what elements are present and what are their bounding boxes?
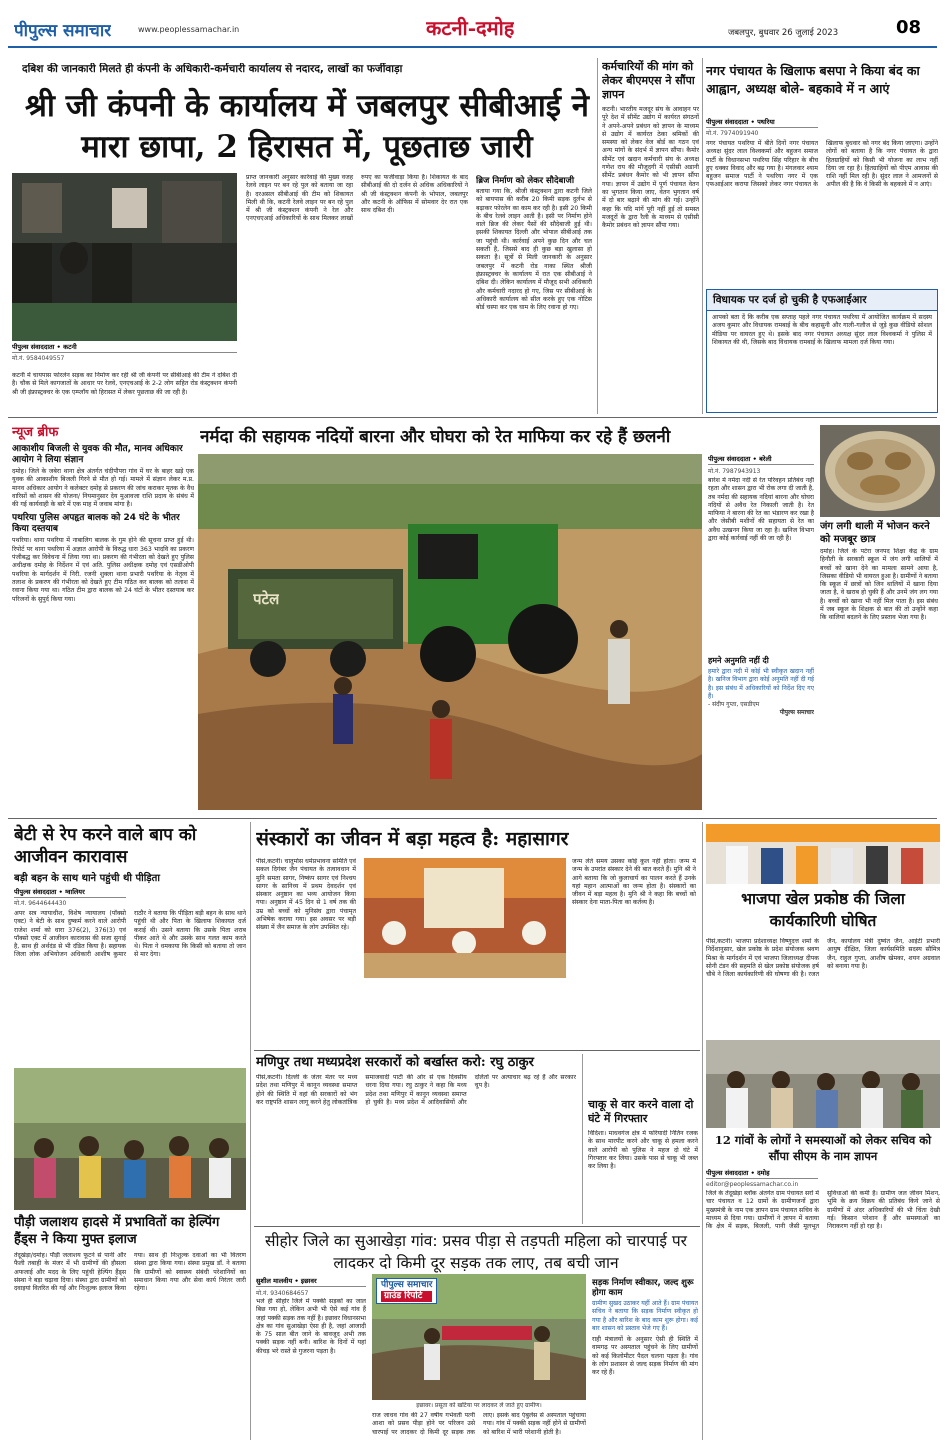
office-raid-image (12, 173, 237, 341)
knife-headline: चाकू से वार करने वाला दो घंटे में गिरफ्तार (588, 1098, 694, 1125)
brief-headline-2: पथरिया पुलिस अपहृत बालक को 24 घंटे के भीतर किया दस्तयाब (12, 513, 180, 535)
stamp-label: ग्राउंड रिपोर्ट (381, 1291, 432, 1302)
thali-headline: जंग लगी थाली में भोजन करने को मजबूर छात्र (820, 521, 930, 545)
sehore-text-3: राही मंत्रालयों के अनुसार ऐसी ही स्थिति में वामगढ़ पर अस्पताल पहुंचने के लिए ग्रामीणों को कई किलोमीटर पैदल चलना पड़ता है। गांव के लोग प्रशासन से जल्द सड़क निर्माण की मांग कर रहे हैं। (592, 1336, 698, 1377)
bsp-byline: पीपुल्स संवाददाता • पथरिया (706, 118, 818, 128)
masthead-rule (8, 46, 937, 48)
lead-photo-caption (12, 343, 237, 365)
health-camp-image (14, 1068, 246, 1210)
sand-mining-image (198, 454, 702, 810)
sehore-mobile: मो.नं. 9340684657 (256, 1290, 309, 1297)
secretary-headline: 12 गांवों के लोगों ने समस्याओं को लेकर सचिव को सौंपा सीएम के नाम ज्ञापन (714, 1133, 932, 1163)
manipur-headline: मणिपुर तथा मध्यप्रदेश सरकारों को बर्खास्त करो: रघु ठाकुर (256, 1055, 534, 1070)
jain-ceremony-image (364, 858, 566, 978)
rule (250, 822, 251, 1440)
lead-col-3 (476, 174, 592, 412)
sehore-text-1: भले ही सीहोर जिले में पक्की सड़कों का जाल बिछ गया हो, लेकिन अभी भी ऐसे कई गांव हैं जहां पक्की सड़क तक नहीं है। इछावर विधानसभा क्षेत्र का गांव सुआखेड़ा ऐसा ही है, जहां आजादी के 75 साल बीत जाने के बावजूद अभी तक पक्की सड़क नहीं बनी। बारिश के दिनों में यहां कीचड़ भरे रास्ते से गुजरना पड़ता है। (256, 1298, 366, 1355)
sehore-text-2: राज जाधव गांव की 27 वर्षीय गर्भवती पत्नी आशा को प्रसव पीड़ा होने पर परिजन उसे चारपाई पर लादकर दो किमी दूर सड़क तक लाए। इसके बाद एंबुलेंस से अस्पताल पहुंचाया गया। गांव में पक्की सड़क नहीं होने से ग्रामीणों को बारिश में भारी परेशानी होती है। (372, 1412, 586, 1436)
rule (8, 417, 937, 418)
sand-story (708, 454, 814, 814)
ground-report-stamp (376, 1278, 437, 1304)
sehore-side-head: सड़क निर्माण स्वीकार, जल्द शुरू होगा काम (592, 1278, 694, 1298)
sanskar-text-2: जन्म लेते समय उसका कोई कुल नहीं होता। जन्म में जन्म के उपरांत संस्कार देने की बात करते हैं। मुनि श्री ने आगे बताया कि जो कुलाचार्य का पालन करते हैं उनके यहां महान आत्माओं का जन्म होता है। संस्कारों का जीवन में बड़ा महत्व है। मुनि श्री ने कहा कि बच्चों को संस्कार देना माता-पिता का कर्तव्य है। (572, 858, 696, 907)
bsp-headline: नगर पंचायत के खिलाफ बसपा ने किया बंद का आह्वान, अध्यक्ष बोले- बहकावे में न आएं (706, 63, 920, 96)
brief-text-1: दमोह। जिले के जबेरा थाना क्षेत्र अंतर्गत चंदीपौपरा गांव में घर के बाहर खड़े एक युवक की आकाशीय बिजली गिरने से मौत हो गई। मामले में संज्ञान लेकर म.प्र. मानव अधिकार आयोग ने कलेक्टर दमोह से प्रकरण की जांच कराकर मृतक के वैध वारिसों को शासन की योजना/ नियमानुसार देय मुआवजा राशि प्रदाय के संबंध में की गई कार्यवाही के बारे में एक माह में जवाब मांगा है। (12, 468, 194, 509)
sanskar-photo (364, 858, 566, 978)
thali-text: दमोह। जिले के पटेरा जनपद शिक्षा केंद्र के ग्राम हिनौती के सरकारी स्कूल में जंग लगी थालियों में बच्चों को खाना देने का मामला सामने आया है, जिसका वीडियो भी वायरल हुआ है। ग्रामीणों ने बताया कि स्कूल में छात्रों को जिन थालियों में खाना दिया जाता है, वे खराब हो चुकी हैं और उनमें जंग लग गया है। बच्चों को खाना भी नहीं मिल पाता है। इस संबंध में जब स्कूल के शिक्षक से बात की तो उन्होंने कहा कि थालियां बदलने के लिए प्रस्ताव भेजा गया है। (820, 548, 938, 622)
sanskar-headline: संस्कारों का जीवन में बड़ा महत्व है: महासागर (256, 828, 569, 850)
trolley-label: पटेल (253, 590, 280, 608)
sand-byline: पीपुल्स संवाददाता • बरेली (708, 454, 814, 465)
secretary-text: जिले के तेंदूखेड़ा ब्लॉक अंतर्गत ग्राम पंचायत सरों में चार पंचायत व 12 ग्रामों के ग्रामीणजनों द्वारा मुख्यमंत्री के नाम एक ज्ञापन ग्राम पंचायत सचिव के माध्यम से दिया गया। ग्रामीणों ने ज्ञापन में बताया कि क्षेत्र में सड़क, बिजली, पानी जैसी मूलभूत सुविधाओं की कमी है। ग्रामीण जल जीवन मिशन, भूमि के क्रय विक्रय की प्रतिबंध किये जाने से ग्रामीणों में अंदर अधिकारियों की भी चिंता देखी गई। किसान परेशान हैं और समस्याओं का निराकरण नहीं हो रहा है। (706, 1190, 940, 1231)
strike-headline: कर्मचारियों की मांग को लेकर बीएमएस ने सौंपा ज्ञापन (602, 60, 695, 101)
bjp-text: पीसं,कटनी। भाजपा प्रदेशाध्यक्ष विष्णुदत्त शर्मा के निर्देशानुसार, खेल प्रकोष्ठ के प्रदेश संयोजक श्रवण मिश्रा के मार्गदर्शन में एवं भाजपा जिलाध्यक्ष दीपक सोनी टंडन की सहमति से खेल प्रकोष्ठ संयोजक हर्ष चौबे ने जिला कार्यकारिणी की घोषणा की है। रजत जैन, कार्यालय मंत्री दुष्यंत जैन, आईटी प्रभारी आयुष दीक्षित, जिला कार्यसमिति सदस्य सौमित्र जैन, राहुल गुप्ता, आशीष खेमका, शयन अग्रवाल को बनाया गया है। (706, 938, 940, 979)
masthead-site: www.peoplessamachar.in (138, 25, 240, 34)
lead-text-2: प्राप्त जानकारी अनुसार कार्रवाई की मुख्य वजह रेलवे लाइन पर बन रहे पुल को बताया जा रहा है। दरअसल सीबीआई की टीम को शिकायत मिली थी कि, कटनी रेलवे लाइन पर बन रहे पुल में श्री जी कंस्ट्रक्शन कंपनी ने रेल और एनएचएआई अधिकारियों के साथ मिलकर लाखों रुपए का फर्जीवाड़ा किया है। शिकायत के बाद सीबीआई की दो दर्जन से अधिक अधिकारियों ने श्री जी कंस्ट्रक्शन कंपनी के भोपाल, जबलपुर और कटनी के ऑफिस में सोमवार देर रात एक साथ दबिश दी। (246, 174, 468, 223)
memorandum-image (706, 1040, 940, 1128)
knife-text: विदिशा। माधवगंज क्षेत्र में फरियादी नितिन रजक के साथ मारपीट करने और चाकू से हमला करने वाले आरोपी को पुलिस ने महज दो घंटे में गिरफ्तार कर लिया। उसके पास से चाकू भी जब्त कर लिया है। (588, 1130, 698, 1171)
stamp-brand: पीपुल्स समाचार (381, 1280, 433, 1290)
strike-text: कटनी। भारतीय मजदूर संघ के आवाहन पर पूरे देश में सीमेंट उद्योग में कार्यरत संगठनों ने अपने-अपने प्रबंधन को ज्ञापन के माध्यम से उद्योग में कार्यरत ठेका श्रमिकों की समस्या को लेकर वेज बोर्ड का गठन एवं अन्य मांगों के संदर्भ में ज्ञापन सौंपा। कैमोर सीमेंट एवं खदान कर्मचारी संघ के अध्यक्ष गणेश राय की मौजूदगी में एसीसी अडानी सीमेंट प्रबंधन कैमोर को भी ज्ञापन सौंपा गया। ज्ञापन में उद्योग में पूर्ण पंचायत वेतन का भुगतान किया जाए, वेतन भुगतान वर्ष में दो बार बढ़ाने की मांग की गई। उन्होंने कहा कि यदि मांगें पूरी नहीं हुई तो समस्त मजदूरों के द्वारा रैली के माध्यम से एसीसी कैमोर प्रबंधन को ज्ञापन सौंपा गया। (602, 106, 699, 230)
secretary-byline-block (706, 1168, 818, 1190)
brief-label: न्यूज ब्रीफ (12, 425, 59, 440)
rule (254, 1226, 700, 1227)
bjp-group-image (706, 824, 940, 884)
bsp-text: नगर पंचायत पथरिया में बीते दिनों नगर पंचायत अध्यक्ष सुंदर लाल विश्वकर्मा और बहुजन समाज पार्टी के विधानसभा पथरिया सिंह परिहार के बीच हुए धक्का विवाद और बढ़ गया है। मंगलवार श्याम बहुजन समाज पार्टी ने पथरिया नगर में एक एफआईआर कराया जिसको लेकर नगर पंचायत के खिलाफ बुधवार को नगर बंद किया जाएगा। उन्होंने लोगों को बताया है कि नगर पंचायत के द्वारा हितग्राहियों को किसी भी योजना का लाभ नहीं दिया जा रहा है। हितग्राहियों को पीएम आवास की राशि नहीं मिल रही है। सुंदर लाल ने आमजनों से अपील की है कि वे किसी के बहकावे में न आएं। (706, 140, 938, 189)
manipur-text: पीसं,कटनी। दिल्ली के जंतर मंतर पर मध्य प्रदेश तथा मणिपुर में कानून व्यवस्था समाप्त होने की स्थिति में वहां की सरकारों को भंग कर राष्ट्रपति शासन लागू करने हेतु लोकतांत्रिक समाजवादी पार्टी की ओर से एक दिवसीय धरना दिया गया। रघु ठाकुर ने कहा कि मध्य प्रदेश तथा मणिपुर में कानून व्यवस्था समाप्त हो चुकी है। मध्य प्रदेश में आदिवासियों और दलितों पर अत्याचार बढ़ रहे हैं और सरकार चुप है। (256, 1074, 576, 1106)
thali-photo (820, 425, 940, 517)
rape-story (14, 888, 246, 1064)
sanskar-text-1-cont (364, 980, 566, 1046)
bjp-headline: भाजपा खेल प्रकोष्ठ की जिला कार्यकारिणी घोषित (741, 889, 905, 930)
sand-photo (198, 454, 702, 810)
sand-credit: पीपुल्स समाचार (779, 709, 814, 717)
flood-text: तेंदूखेड़ा/दमोह। पौड़ी जलाशय फूटने से पानी और फैली तबाही के मंजर में भी ग्रामीणों की हौसला अफजाई और मदद के लिए पहुंची हेल्पिंग हैंड्स संस्था ने बड़ा चढ़ावा दिया। संस्था द्वारा ग्रामीणों को दवाइयां वितरित की गईं और निःशुल्क इलाज किया गया। साथ ही निःशुल्क दवाओं का भी वितरण संस्था द्वारा किया गया। संस्था प्रमुख डॉ. ने बताया कि ग्रामीणों को स्वास्थ्य संबंधी परेशानियों का समाधान किया गया और सेवा कार्य निरंतर जारी रहेगा। (14, 1252, 246, 1293)
sand-permit-by: - संदीप गुप्ता, एसडीएम (708, 701, 760, 709)
rule (254, 1050, 700, 1051)
lead-kicker: दबिश की जानकारी मिलते ही कंपनी के अधिकारी-कर्मचारी कार्यालय से नदारद, लाखों का फर्जीवाड़ा (22, 63, 403, 75)
rusty-plate-image (820, 425, 940, 517)
rape-byline: पीपुल्स संवाददाता • ग्वालियर (14, 888, 126, 898)
secretary-email: editor@peoplessamachar.co.in (706, 1181, 799, 1188)
edition-date: जबलपुर, बुधवार 26 जुलाई 2023 (728, 28, 839, 38)
rule (8, 818, 937, 819)
section-title: कटनी-दमोह (426, 16, 515, 40)
rape-mobile: मो.नं. 9644644430 (14, 900, 67, 907)
flood-photo (14, 1068, 246, 1210)
strike-story (602, 60, 699, 416)
masthead-logo: पीपुल्स समाचार (14, 21, 112, 41)
sehore-headline-display: सीहोर जिले का सुआखेड़ा गांव: प्रसव पीड़ा से तड़पती महिला को चारपाई पर लादकर दो किमी दूर सड़क तक लाए, तब बची जान (264, 1232, 688, 1272)
rape-text: अपर सत्र न्यायाधीश, विशेष न्यायालय (पॉक्सो एक्ट) ने बेटी के साथ दुष्कर्म करने वाले आरोपी राजेश शर्मा को धारा 376(2), 376(3) एवं पॉक्सो एक्ट में आजीवन कारावास की सजा सुनाई है, साथ ही अर्थदंड से भी दंडित किया है। सहायक जिला लोक अभियोजन अधिकारी आशीष कुमार राठौर ने बताया कि पीड़िता बड़ी बहन के साथ थाने पहुंची थी और पिता के खिलाफ शिकायत दर्ज कराई थी। उसने बताया कि उसके पिता शराब पीकर आते थे और उसके साथ गलत काम करते थे। पिता ने धमकाया कि किसी को बताया तो जान से मार देगा। (14, 910, 246, 959)
flood-headline: पौड़ी जलाशय हादसे में प्रभावितों का हेल्पिंग हैंड्स ने किया मुफ्त इलाज (14, 1215, 220, 1247)
brief-headline-1: आकाशीय बिजली से युवक की मौत, मानव अधिकार आयोग ने लिया संज्ञान (12, 444, 183, 465)
bsp-fir-box (706, 289, 938, 413)
bsp-story (706, 118, 938, 290)
lead-mobile: मो.नं. 9584049557 (12, 355, 65, 362)
bsp-box-text: आपको बता दें कि करीब एक सप्ताह पहले नगर पंचायत पथरिया में आयोजित कार्यक्रम में सदस्य अजय कुमार और विधायक रामबाई के बीच कहासुनी और गाली-गलौज से जुड़े कुछ वीडियो सोशल मीडिया पर वायरल हुए थे। इसके बाद नगर पंचायत अध्यक्ष सुंदर लाल विश्वकर्मा ने पुलिस में शिकायत की थी, जिसके बाद विधायक रामबाई के खिलाफ मामला दर्ज किया गया। (712, 314, 932, 346)
masthead (0, 0, 945, 52)
sand-text: बारेश में नर्मदा नदी से रेत परिवहन प्रतिबंध नहीं रहता और शासन द्वारा भी रोक लगा दी जाती है, तब नर्मदा की सहायक नदियां बारना और घोघरा नदियों से अवैध रेत निकाली जाती है। रेत माफिया ने बारना की रेत का भंडारण कर रखा है और जेसीबी मशीनों की सहायता से रेत का अवैध उत्खनन किया जा रहा है। खनिज विभाग द्वारा कोई कार्रवाई नहीं की जा रही है। (708, 477, 814, 543)
rule (597, 58, 598, 414)
lead-text-3: बताया गया कि, श्रीजी कंस्ट्रक्शन द्वारा कटनी जिले को बायपास की करीब 20 किमी सड़क दुर्लभ से बढ़ाकर फोरलेन का काम कर रही है। इसी 20 किमी के बीच रेलवे लाइन आती है। इसी पर निर्माण होने वाले ब्रिज की लेकर पैसों की सौदेबाजी हुई थी। इसकी शिकायत दिल्ली और भोपाल सीबीआई तक जा पहुंची थी। कार्रवाई अपने कुछ दिन और चल सकती है, जिससे बाद ही कुछ बड़ा खुलासा हो सकता है। सूत्रों से मिली जानकारी के अनुसार जबलपुर में कटनी रोड नाका स्थित श्रीजी इंफ्रास्ट्रक्चर के कार्यालय में रात एक सीबीआई ने दबिश दी। लेकिन कार्यालय में मौजूद सभी अधिकारी और कर्मचारी नदारद हो गए, जिस पर सीबीआई के अधिकारी कार्यालय को सील करके हुए एक नोटिस बोर्ड चस्पा कर एक घाम के लिए रवाना हो गए। (476, 188, 592, 312)
sehore-byline: सुशील मालवीय • इछावर (256, 1276, 366, 1287)
page-number: 08 (896, 17, 922, 38)
sand-permit-text: हमारे द्वारा नदी में कोई भी स्वीकृत खदान नहीं है। खनिज विभाग द्वारा कोई अनुमति नहीं दी गई है। इस संबंध में अधिकारियों को निर्देश दिए गए हैं। (708, 668, 814, 700)
brief-text-2: पथरिया। थाना पथरिया में नाबालिग बालक के गुम होने की सूचना प्राप्त हुई थी। रिपोर्ट पर थाना पथरिया में अज्ञात आरोपी के विरुद्ध धारा 363 भादवि का प्रकरण पंजीबद्ध कर विवेचना में लिया गया था। प्रकरण की गंभीरता को देखते हुए पुलिस अधीक्षक दमोह के निर्देशन में एवं अति. पुलिस अधीक्षक दमोह एवं एसडीओपी पथरिया के मार्गदर्शन में निरी. रजनी शुक्ला थाना प्रभारी पथरिया के नेतृत्व में तलाश के प्रकरण की गंभीरता को देखते हुए टीम गठित कर बालक को तलाश में रवाना किया गया था। गठित टीम द्वारा बालक को 24 घंटों के भीतर दस्तयाब कर परिजनों के सुपुर्द किया गया। (12, 537, 194, 603)
rule (702, 822, 703, 1440)
sand-mobile: मो.नं. 7987943913 (708, 468, 761, 475)
lead-photo (12, 173, 237, 341)
sehore-photo (372, 1274, 586, 1400)
secretary-byline: पीपुल्स संवाददाता • दमोह (706, 1168, 818, 1179)
lead-headline: श्री जी कंपनी के कार्यालय में जबलपुर सीबीआई ने मारा छापा, 2 हिरासत में, पूछताछ जारी (24, 88, 590, 165)
news-brief (12, 422, 194, 817)
bjp-photo (706, 824, 940, 884)
secretary-photo (706, 1040, 940, 1128)
sand-headline: नर्मदा की सहायक नदियों बारना और घोघरा को रेत माफिया कर रहे हैं छलनी (200, 427, 671, 447)
lead-byline: पीपुल्स संवाददाता • कटनी (12, 343, 237, 353)
sehore-photo-caption: इछावर। प्रसूता को खटिया पर लादकर ले जाते हुए ग्रामीण। (416, 1402, 542, 1409)
rule (582, 1054, 583, 1224)
rule (702, 58, 703, 414)
bsp-box-title: विधायक पर दर्ज हो चुकी है एफआईआर (707, 290, 937, 311)
lead-subhead: ब्रिज निर्माण को लेकर सौदेबाजी (476, 176, 575, 186)
rape-headline: बेटी से रेप करने वाले बाप को आजीवन कारावास (14, 825, 197, 867)
lead-text-1: कटनी में चायपास फोरलेन सड़क का निर्माण कर रही श्री जी कंपनी पर सीबीआई की टीम ने दबिश दी है। चौक से मिले कागजातों के आधार पर रेलवे, एनएचआई के 2-2 लोग सहित रोड कंस्ट्रक्शन कंपनी श्री जी इंफ्रास्ट्रक्चर के एक एम्प्लॉय को हिरासत में लेकर पूछताछ की जा रही है। (12, 372, 237, 396)
sehore-side (592, 1276, 698, 1440)
sehore-side-text: ग्रामीण सुखद उठाकर यहीं आते हैं। ग्राम पंचायत सचिव ने बताया कि सड़क निर्माण स्वीकृत हो गया है और बारिश के बाद काम शुरू होगा। कई बार शासन को प्रस्ताव भेजे गए हैं। (592, 1300, 698, 1332)
rape-subhead: बड़ी बहन के साथ थाने पहुंची थी पीड़िता (14, 873, 160, 884)
sehore-byline-block (256, 1276, 366, 1299)
bsp-mobile: मो.नं. 7974091940 (706, 130, 759, 137)
sand-permit-head: हमने अनुमति नहीं दी (708, 656, 769, 665)
sanskar-text-1: पीसं,कटनी। चातुर्मास धर्मप्रभावना समिति एवं सकल दिगंबर जैन पंचायत के तत्वावधान में मुनि समता सागर, निष्कंप सागर एवं निश्चय सागर के सानिध्य में प्रथम देवदर्शन एवं संस्कार अनुष्ठान का भव्य आयोजन किया गया। अनुष्ठान में 45 दिन से 1 वर्ष तक की उम्र को बच्चों को मुनिसंघ द्वारा पंचामृत अभिषेक कराया गया। इस अवसर पर बड़ी संख्या में जैन समाज के लोग उपस्थित रहे। (256, 858, 356, 932)
